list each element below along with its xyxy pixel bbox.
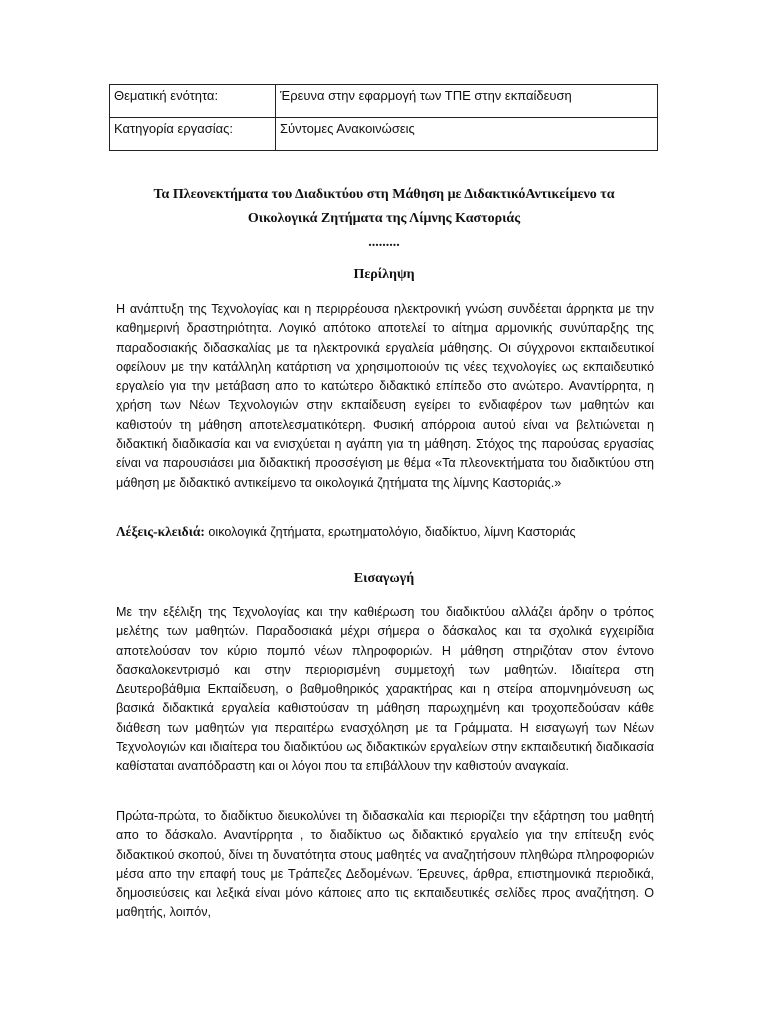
paper-title-line-2: Οικολογικά Ζητήματα της Λίμνης Καστοριάς: [247, 211, 521, 226]
paper-title: [100, 183, 668, 231]
introduction-paragraph-2: [116, 807, 654, 923]
introduction-text-2: Πρώτα-πρώτα, το διαδίκτυο διευκολύνει τη διδασκαλία και περιορίζει την εξάρτηση του μαθητή απο το δάσκαλο. Αναντίρρητα , το διαδίκτυο ως διδακτικό εργαλείο για την επίτευξη ενός διδακτικού σκοπού, δίνει τη δυνατότητα στους μαθητές να αναζητήσουν πληθώρα πληροφοριών μέσα απο την επαφή τους με Τράπεζες Δεδομένων. Έρευνες, άρθρα, επιστημονικά περιοδικά, δημοσιεύσεις και λεξικά είναι μόνο κάποιες απο τις εκπαιδευτικές σελίδες προς αναζήτηση. Ο μαθητής, λοιπόν,: [116, 809, 654, 920]
thematic-unit-label: Θεματική ενότητα:: [110, 85, 276, 118]
thematic-unit-value: Έρευνα στην εφαρμογή των ΤΠΕ στην εκπαίδευση: [276, 85, 658, 118]
introduction-heading: Εισαγωγή: [353, 571, 415, 586]
work-category-value: Σύντομες Ανακοινώσεις: [276, 118, 658, 151]
abstract-paragraph: [116, 300, 654, 493]
abstract-heading: Περίληψη: [353, 267, 415, 282]
introduction-paragraph-1: [116, 603, 654, 777]
work-category-label: Κατηγορία εργασίας:: [110, 118, 276, 151]
introduction-text-1: Με την εξέλιξη της Τεχνολογίας και την καθιέρωση του διαδικτύου αλλάζει άρδην ο τρόπος μελέτης των μαθητών. Παραδοσιακά μέχρι σήμερα ο δάσκαλος και τα σχολικά εγχειρίδια αποτελούσαν τον κύριο πομπό νέων πληροφοριών. Η μάθηση στηριζόταν στον έντονο δασκαλοκεντρισμό και στην περιορισμένη συμμετοχή των μαθητών. Ιδιαίτερα στη Δευτεροβάθμια Εκπαίδευση, ο βαθμοθηρικός χαρακτήρας και η στείρα απομνημόνευση ως βασικά διδακτικά εργαλεία καθιστούσαν τη μάθηση παρωχημένη και τροχοπεδούσαν κάθε διάθεση των μαθητών για περαιτέρω ενασχόληση με τα Γράμματα. Η εισαγωγή των Νέων Τεχνολογιών και ιδιαίτερα του διαδικτύου ως διδακτικών εργαλείων στην εκπαιδευτική διαδικασία καθίσταται αναπόδραστη και οι λόγοι που τα επιβάλλουν την καθιστούν αναγκαία.: [116, 605, 654, 774]
abstract-text: Η ανάπτυξη της Τεχνολογίας και η περιρρέουσα ηλεκτρονική γνώση συνδέεται άρρηκτα με την καθημερινή δραστηριότητα. Λογικό απότοκο αποτελεί το αίτημα αρμονικής συνύπαρξης της παραδοσιακής διδασκαλίας με τα ηλεκτρονικά εργαλεία μάθησης. Οι σύγχρονοι εκπαιδευτικοί οφείλουν με την κατάλληλη κατάρτιση να χρησιμοποιούν τις νέες τεχνολογίες ως εκπαιδευτικό εργαλείο για την μετάβαση απο το κατώτερο διδακτικό επίπεδο στο ανώτερο. Αναντίρρητα, η χρήση των Νέων Τεχνολογιών στην εκπαίδευση εγείρει το ενδιαφέρον των μαθητών και καθιστούν τη μάθηση αποτελεσματικότερη. Φυσική απόρροια αυτού είναι να βελτιώνεται η διδακτική διαδικασία και να ενισχύεται η αγάπη για τη μάθηση. Στόχος της παρούσας εργασίας είναι να παρουσιάσει μια διδακτική προσσέγιση με θέμα «Τα πλεονεκτήματα του διαδικτύου στη μάθηση με διδακτικό αντικείμενο τα οικολογικά ζητήματα της λίμνης Καστοριάς.»: [116, 302, 654, 490]
author-placeholder: .........: [368, 235, 400, 250]
keywords-text: οικολογικά ζητήματα, ερωτηματολόγιο, διαδίκτυο, λίμνη Καστοριάς: [204, 525, 576, 539]
paper-title-line-1: Τα Πλεονεκτήματα του Διαδικτύου στη Μάθηση με ΔιδακτικόΑντικείμενο τα: [153, 187, 615, 202]
info-table: [109, 84, 658, 151]
table-row: [110, 85, 658, 118]
table-row: [110, 118, 658, 151]
keywords-label: Λέξεις-κλειδιά:: [116, 524, 205, 539]
keywords-line: [116, 522, 654, 542]
